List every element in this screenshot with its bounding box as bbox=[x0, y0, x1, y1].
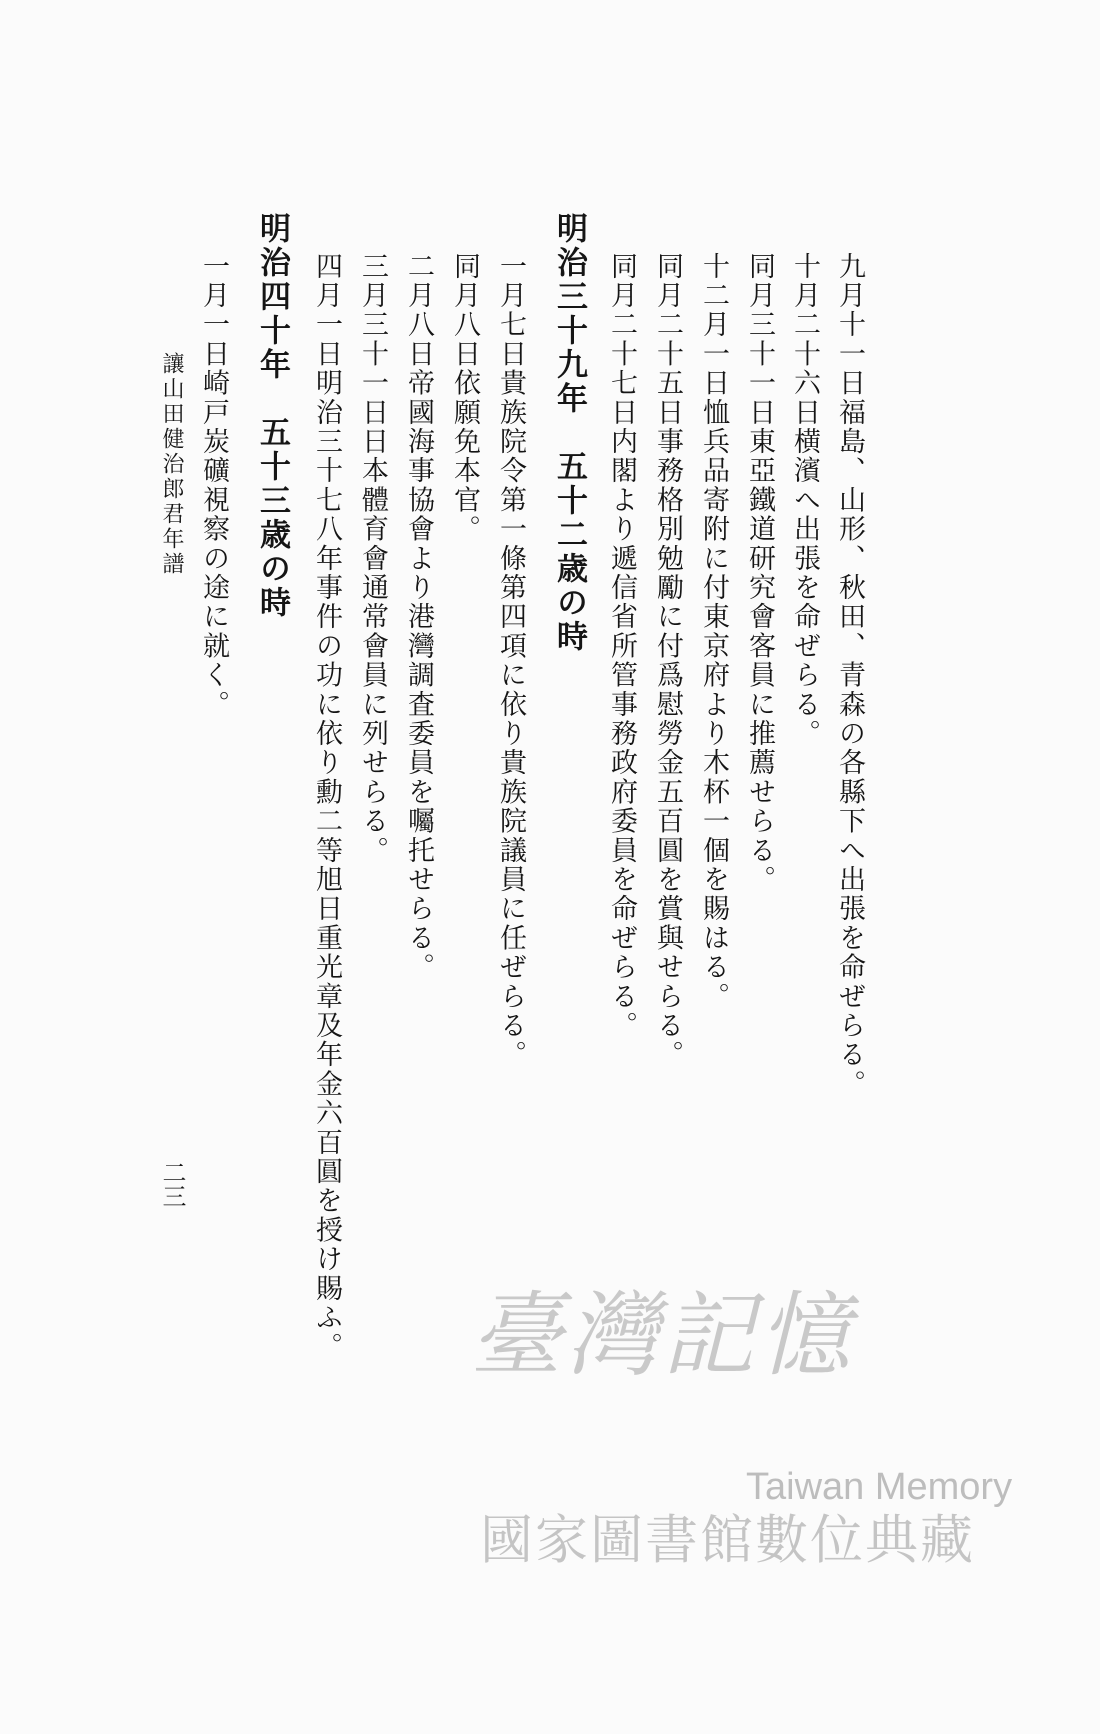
watermark-english: Taiwan Memory bbox=[746, 1466, 1013, 1508]
entry-jan-8-resignation: 同月八日依願免本官。 bbox=[449, 252, 480, 544]
entry-dec-27-government-commissioner: 同月二十七日内閣より遞信省所管事務政府委員を命ぜらる。 bbox=[606, 252, 637, 1041]
entry-oct-31-railway-society: 同月三十一日東亞鐵道研究會客員に推薦せらる。 bbox=[744, 252, 775, 895]
entry-oct-26-yokohama-trip: 十月二十六日横濱へ出張を命ぜらる。 bbox=[789, 252, 820, 749]
entry-feb-8-harbor-committee: 二月八日帝國海事協會より港灣調査委員を囑托せらる。 bbox=[403, 252, 434, 982]
year-heading-meiji-40: 明治四十年 五十三歳の時 bbox=[254, 212, 290, 620]
entry-jan-7-house-of-peers: 一月七日貴族院令第一條第四項に依り貴族院議員に任ぜらる。 bbox=[495, 252, 526, 1070]
watermark-logo: 臺灣記憶 bbox=[470, 1282, 855, 1389]
watermark-chinese: 國家圖書館數位典藏 bbox=[480, 1510, 975, 1571]
entry-dec-25-reward: 同月二十五日事務格別勉勵に付爲慰勞金五百圓を賞與せらる。 bbox=[652, 252, 683, 1070]
year-heading-meiji-39: 明治三十九年 五十二歳の時 bbox=[551, 212, 587, 654]
entry-dec-1-wooden-cup: 十二月一日恤兵品寄附に付東京府より木杯一個を賜はる。 bbox=[698, 252, 729, 1012]
entry-jan-1-sakito-mine: 一月一日崎戸炭礦視察の途に就く。 bbox=[198, 252, 229, 720]
entry-sep-11-tohoku-trip: 九月十一日福島、山形、秋田、青森の各縣下へ出張を命ぜらる。 bbox=[834, 252, 865, 1099]
running-title: 讓山田健治郎君年譜 bbox=[159, 352, 184, 577]
entry-mar-31-athletic-society: 三月三十一日日本體育會通常會員に列せらる。 bbox=[357, 252, 388, 866]
page-number: 二三 bbox=[158, 1160, 186, 1208]
entry-apr-1-decoration: 四月一日明治三十七八年事件の功に依り勳二等旭日重光章及年金六百圓を授け賜ふ。 bbox=[311, 252, 342, 1362]
